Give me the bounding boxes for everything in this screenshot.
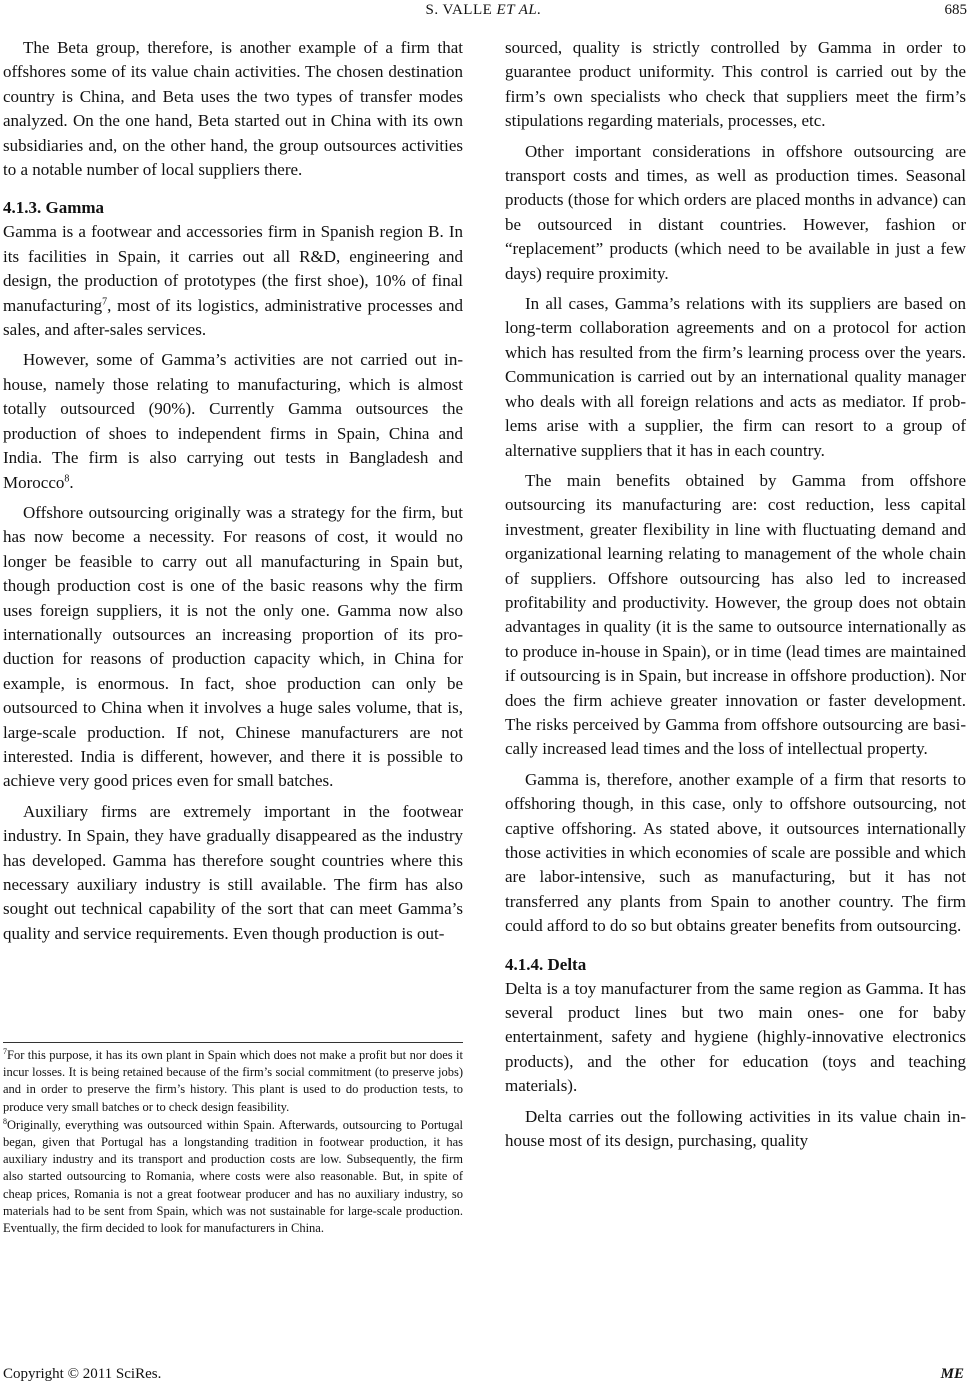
page-footer	[3, 1366, 966, 1383]
right-column	[505, 36, 966, 1159]
footnote-ref-8[interactable]: 8	[64, 472, 70, 484]
page-header	[0, 0, 967, 24]
section-heading-gamma: 4.1.3. Gamma	[3, 198, 105, 218]
copyright: Copyright © 2011 SciRes.	[3, 1366, 162, 1382]
paragraph: In all cases, Gamma’s relations with its suppliers are based on long-term collaboration agreements and on a protocol for action which has resulted from the firm’s learning process over the years. Communication is carried out by an international quality manager who deals with all foreign relations and acts as mediator. If problems arise with a supplier, the firm can resort to a group of alternative suppliers that it has in each country.	[505, 294, 966, 460]
footnote-8: $^8$Originally, everything was outsourced within Spain. Afterwards, outsourcing to Portugal began, given that Portugal has a longstanding tradition in footwear production, it has auxiliary industry and its transport and production costs are low. Subsequently, the firm also started outsourcing to Romania, where costs were also reasonable. But, in spite of cheap prices, Romania is not a great footwear producer and has no auxiliary industry, so materials had to be sent from Spain, which was not sustainable for large-scale production. Eventually, the firm decided to look for manufacturers in China.	[3, 1116, 463, 1236]
paragraph: Delta is a toy manufacturer from the same region as Gamma. It has several product lines but two main ones- one for baby entertainment, safety and hygiene (highly-innovative electronics products), and the other for education (toys and teaching materials).	[505, 978, 966, 1096]
paragraph: The main benefits obtained by Gamma from offshore outsourcing its manufacturing are: cost reduction, less capital investment, greater flexibility in line with fluctuating demand and organizational learning relating to management of the whole chain of suppliers. Offshore outsourcing has also led to increased profitability and productivity. However, the group does not obtain advantages in quality (it is the same to outsource internationally as to produce in-house in Spain), or in time (lead times are maintained if outsourcing is in Spain, but increase in offshore production). Nor does the firm achieve greater innovation or faster development. The risks perceived by Gamma from offshore outsourcing are basically increased lead times and the loss of intellectual property.	[505, 470, 966, 759]
section-heading-delta: 4.1.4. Delta	[505, 954, 587, 974]
footnotes	[3, 1042, 463, 1238]
paragraph: Offshore outsourcing originally was a strategy for the firm, but has now become a necessity. For reasons of cost, it would no longer be feasible to carry out all manufacturing in Spain but, though production cost is one of the basic reasons why the firm uses foreign suppliers, it is not the only one. Gamma now also internationally outsources an increasing proportion of its production for reasons of production capacity which, in China for example, is enormous. In fact, shoe production can only be outsourced to China when it involves a huge sales volume, that is, large-scale production. If not, Chinese manufacturers are not interested. India is different, however, and there it is possible to achieve very good prices even for small batches.	[3, 502, 463, 791]
paragraph: However, some of Gamma’s activities are not carried out in-house, namely those relating to manufacturing, which is almost totally outsourced (90%). Currently Gamma outsources the production of shoes to independent firms in Spain, China and India. The firm is also carrying out tests in Bangladesh and Morocco$^8$.	[3, 350, 463, 492]
journal-tag: ME	[940, 1366, 964, 1382]
left-column	[3, 36, 463, 952]
footnote-ref-7[interactable]: 7	[102, 296, 108, 307]
footnote-7: $^7$For this purpose, it has its own plant in Spain which does not make a profit but nor does it incur losses. It is being retained because of the firm’s social commitment (to preserve jobs) and in order to preserve the firm’s history. This plant is used to do production tests, to produce very small batches or to check design feasibility.	[3, 1046, 463, 1114]
paragraph: Other important considerations in offshore outsourcing are transport costs and times, as well as production times. Seasonal products (those for which orders are placed months in advance) can be outsourced in distant countries. However, fashion or “replacement” products (which need to be available in just a few days) require proximity.	[505, 141, 966, 283]
paragraph: Gamma is, therefore, another example of a firm that resorts to offshoring though, in this case, only to offshore outsourcing, not captive offshoring. As stated above, it outsources internationally those activities in which economies of scale are possible and which are labor-intensive, such as manufacturing, but it has not transferred any plants from Spain to another country. The firm could afford to do so but obtains greater benefits from outsourcing.	[505, 769, 966, 936]
paragraph: Auxiliary firms are extremely important in the footwear industry. In Spain, they have gradually disappeared as the industry has developed. Gamma has therefore sought countries where this necessary auxiliary industry is still available. The firm has also sought out technical capability of the sort that can meet Gamma’s quality and service requirements. Even though production is out-	[3, 801, 463, 943]
paragraph: Delta carries out the following activities in its value chain in-house most of its design, purchasing, quality	[505, 1106, 966, 1151]
paragraph: Gamma is a footwear and accessories firm in Spanish region B. In its facilities in Spain, it carries out all R&D, engineering and design, the production of prototypes (the first shoe), 10% of final manufacturing$^7$, most of its logistics, administrative processes and sales, and after-sales services.	[3, 222, 463, 340]
page-number: 685	[944, 2, 967, 18]
running-head-authors: S. VALLE	[425, 2, 493, 18]
paragraph: sourced, quality is strictly controlled by Gamma in order to guarantee product uniformity. This control is carried out by the firm’s own specialists who check that suppliers meet the firm’s stipulations regarding materials, processes, etc.	[505, 38, 966, 131]
running-head-etal: ET AL.	[496, 2, 542, 18]
running-head	[0, 2, 967, 19]
paragraph: The Beta group, therefore, is another example of a firm that offshores some of its value chain activities. The chosen destination country is China, and Beta uses the two types of transfer modes analyzed. On the one hand, Beta started out in China with its own subsidiaries and, on the other hand, the group outsources activities to a notable number of local suppliers there.	[3, 38, 463, 180]
